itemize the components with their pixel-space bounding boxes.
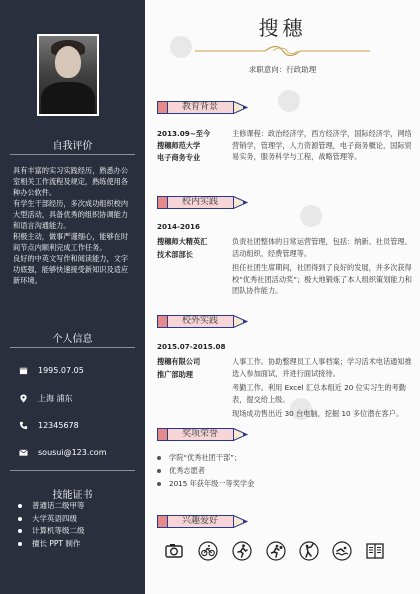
- campus-detail-2: 担任社团生席期间，社团得到了良好的发展，并多次获得校“优秀社团活动奖”；极大地锻炼了本人组织策划能力和团队协作能力。: [232, 263, 412, 295]
- phone-row: 12345678: [18, 420, 79, 430]
- reading-icon: [364, 540, 386, 562]
- skill-item: 大学英语四级: [18, 513, 138, 526]
- candidate-name: 搜穗: [258, 16, 307, 40]
- skills-title: 技能证书: [52, 490, 93, 501]
- sidebar: [0, 0, 145, 594]
- email-row: sousui@123.com: [18, 447, 107, 457]
- watermark-icon: [278, 90, 300, 112]
- external-header: 校外实践: [181, 316, 218, 326]
- info-title: 个人信息: [52, 334, 93, 345]
- phone-icon: [18, 420, 28, 430]
- bullet-icon: [18, 542, 22, 546]
- location-icon: [18, 394, 28, 404]
- education-header: 教育背景: [181, 102, 218, 112]
- bullet-icon: [157, 456, 161, 460]
- evaluation-text: [13, 165, 135, 286]
- bullet-icon: [157, 469, 161, 473]
- skill-item: 普通话二级甲等: [18, 500, 138, 513]
- divider: [10, 347, 135, 348]
- calendar-icon: [18, 365, 28, 375]
- education-school: 搜穗师范大学: [157, 141, 201, 150]
- external-company: 搜穗有限公司: [157, 357, 201, 366]
- reading-icon: [339, 540, 361, 562]
- education-major: 电子商务专业: [157, 153, 201, 162]
- bicycle-icon: [197, 540, 219, 562]
- main-content: [145, 0, 420, 594]
- basketball-icon: [265, 540, 287, 562]
- skills-list: [18, 500, 138, 550]
- awards-header: 奖项荣誉: [181, 429, 218, 439]
- campus-period: 2014-2016: [157, 222, 200, 231]
- bullet-icon: [157, 482, 161, 486]
- education-period: 2013.09~至今: [157, 129, 211, 138]
- divider: [10, 154, 135, 155]
- ornament-divider: [195, 44, 370, 58]
- external-dept: 推广部助理: [157, 370, 193, 379]
- external-detail-3: 现场成功售出近 30 台电脑，挖掘 10 多位潜在客户。: [232, 409, 404, 418]
- external-detail-2: 考勤工作。利用 Excel 汇总本组近 20 位实习生的考勤表，提交给上级。: [232, 383, 406, 404]
- hobbies-header: 兴趣爱好: [181, 516, 218, 526]
- external-period: 2015.07-2015.08: [157, 342, 226, 351]
- watermark-icon: [300, 205, 322, 227]
- bullet-icon: [18, 529, 22, 533]
- bullet-icon: [18, 504, 22, 508]
- running-icon: [231, 540, 253, 562]
- location-row: 上海 浦东: [18, 393, 73, 404]
- education-details: 主修课程：政治经济学，西方经济学，国际经济学，网络营销学，管理学，人力资源管理，电子商务概论，国际贸易实务，服务科学与工程，战略管理等。: [232, 129, 412, 161]
- award-item: 2015 年获年级一等奖学金: [157, 478, 407, 490]
- campus-dept: 技术部部长: [157, 250, 193, 259]
- evaluation-title: 自我评价: [52, 141, 93, 152]
- award-item: 优秀志愿者: [157, 465, 407, 477]
- divider: [10, 470, 135, 471]
- camera-icon: [163, 540, 185, 562]
- campus-org: 搜穗师大精英汇: [157, 237, 208, 246]
- email-icon: [18, 447, 28, 457]
- bullet-icon: [18, 517, 22, 521]
- evaluation-paragraph: 具有丰富的实习实践经历，熟悉办公室相关工作流程及规定，熟练使用各种办公软件。 有学生干部经历，多次成功组织校内大型活动，具备优秀的组织协调能力和语言沟通能力。 积极主动，做事严谨细心，能够在时间节点内顺利完成工作任务。 良好的中英文写作和阅读能力，文字功底强，能够快速接受新知识及适应新环境。: [13, 166, 129, 285]
- job-intent: 求职意向：行政助理: [248, 65, 317, 74]
- award-item: 学院“优秀社团干部”；: [157, 452, 407, 464]
- skill-item: 擅长 PPT 制作: [18, 538, 138, 551]
- campus-header: 校内实践: [181, 197, 218, 207]
- external-detail-1: 人事工作。协助整理员工人事档案；学习活术电话通知推选入参加面试，并进行面试接待。: [232, 357, 412, 378]
- campus-detail-1: 负责社团整体的日常运营管理，包括：纳新、社员管理、活动组织、经费管理等。: [232, 237, 412, 258]
- badminton-icon: [298, 540, 320, 562]
- skill-item: 计算机等级二级: [18, 525, 138, 538]
- birthday-row: 1995.07.05: [18, 365, 84, 375]
- profile-photo: [37, 34, 99, 116]
